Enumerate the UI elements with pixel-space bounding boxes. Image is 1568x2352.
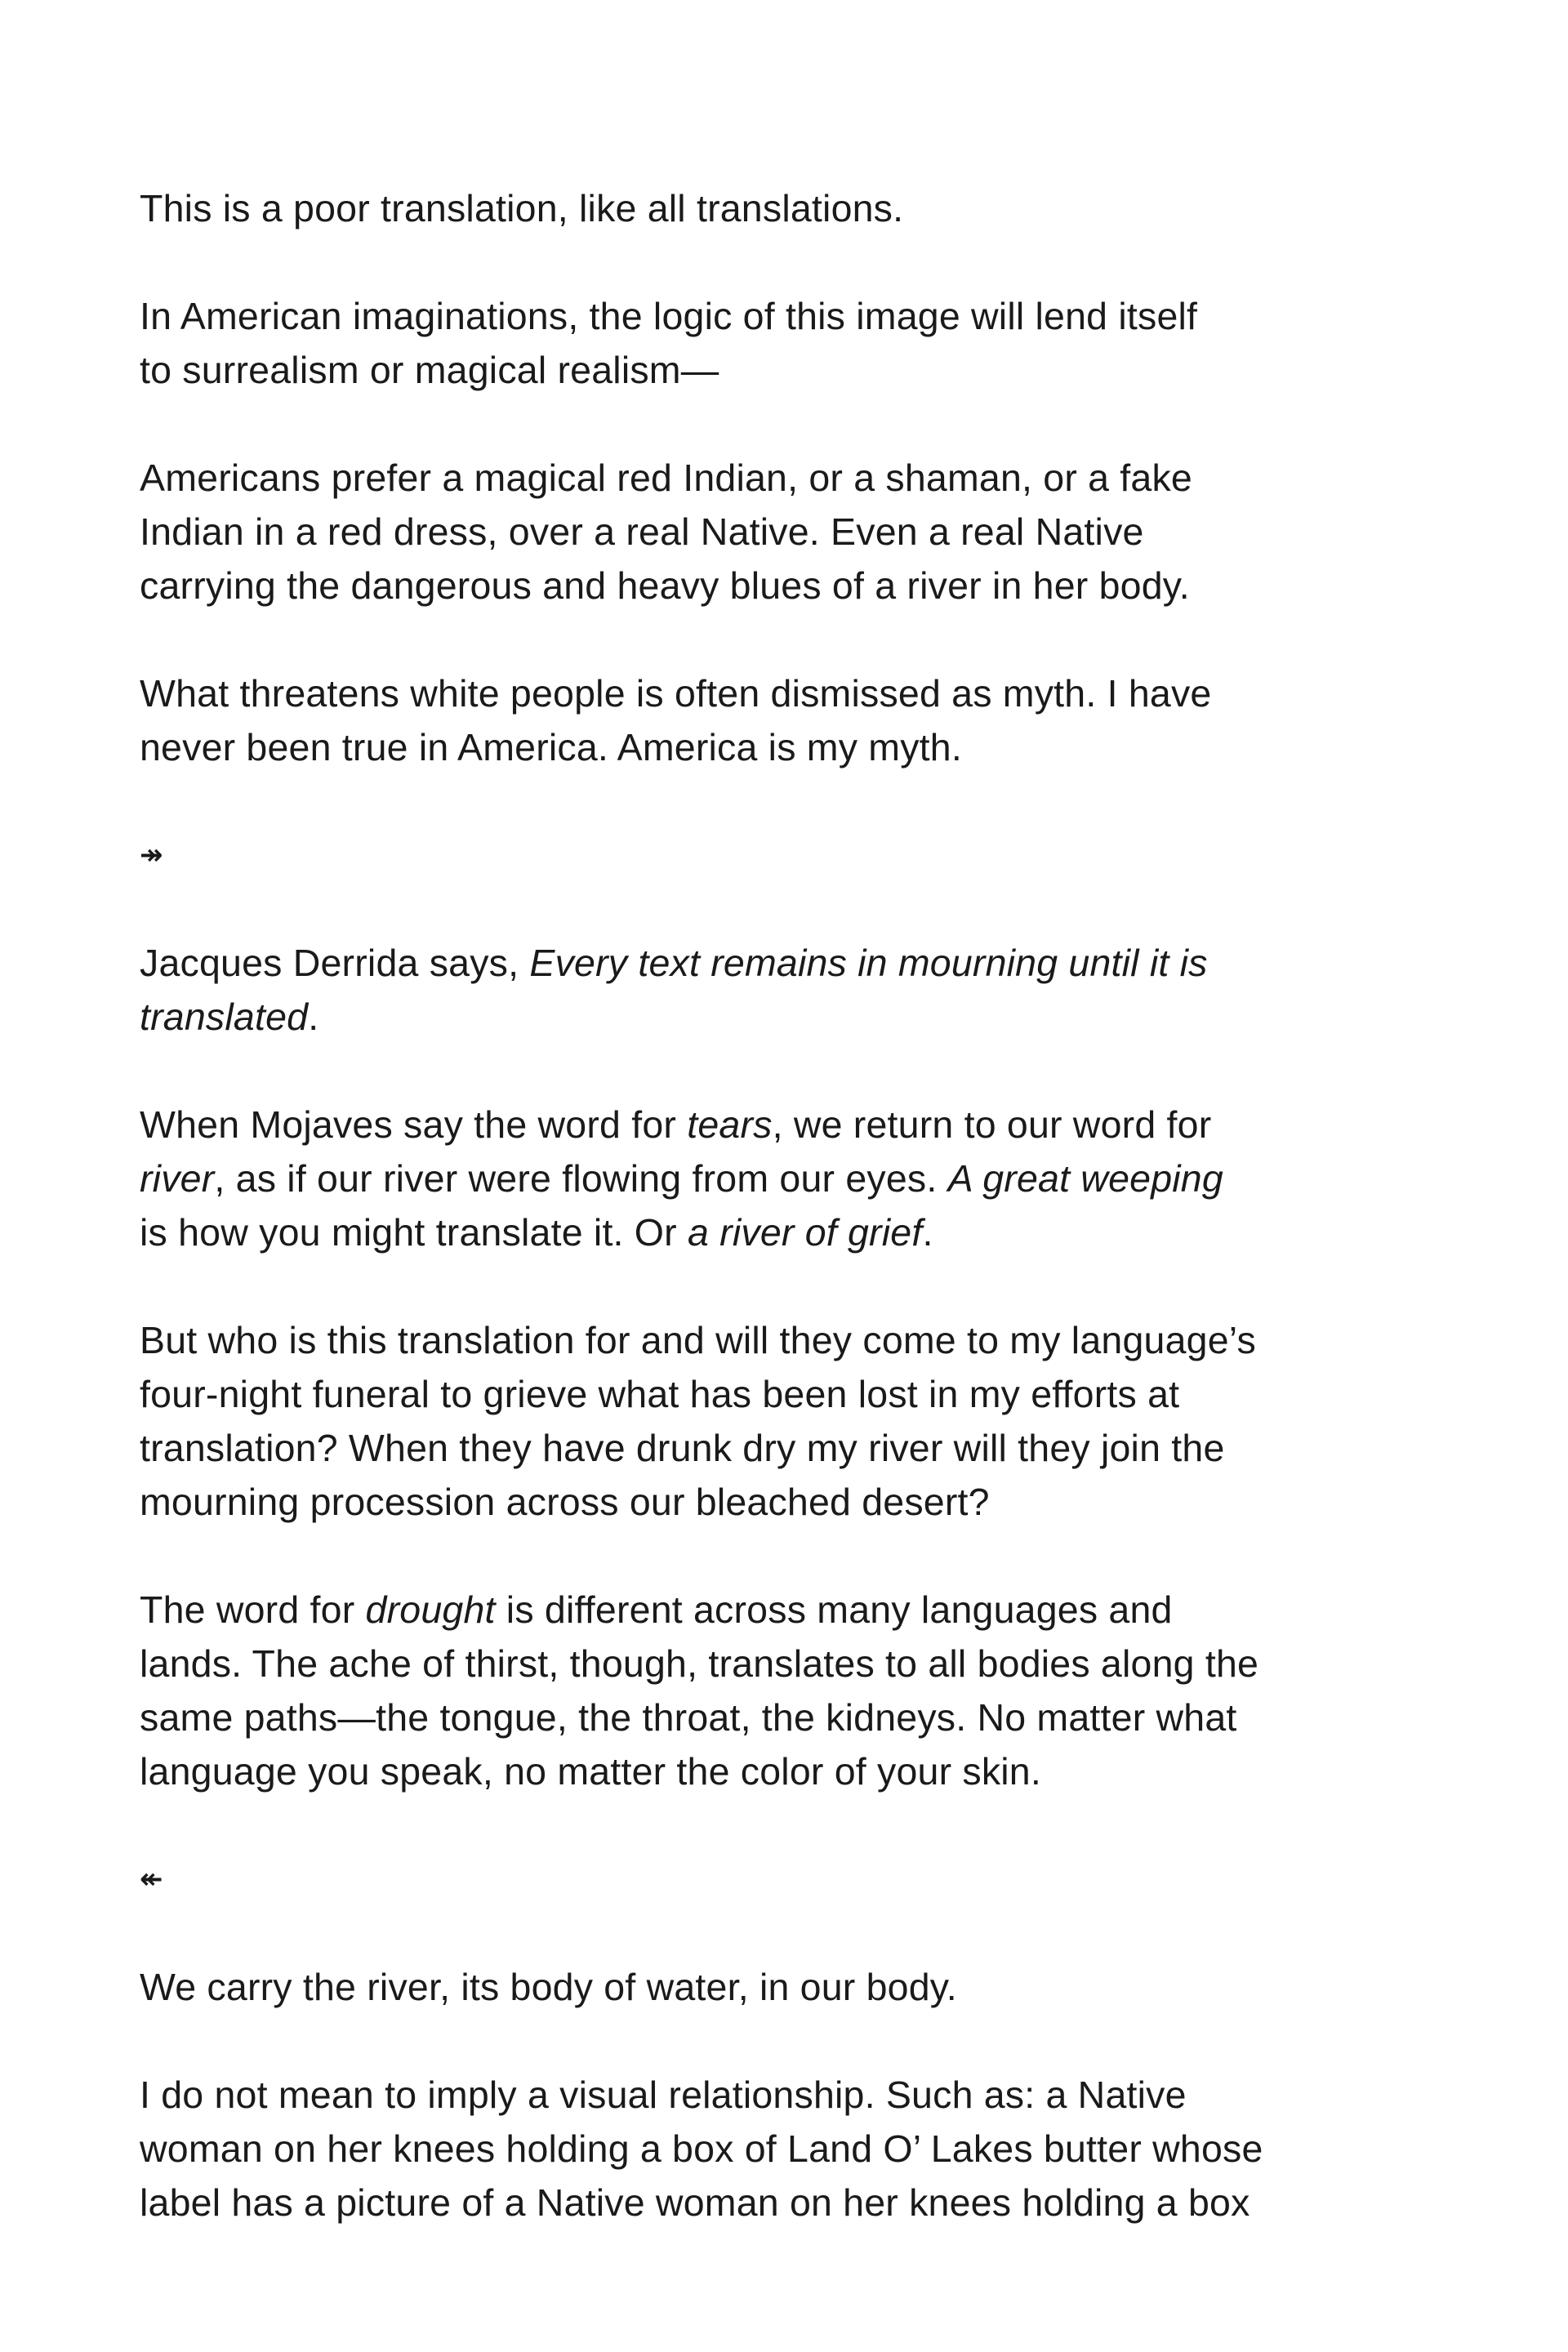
text-run: But who is this translation for and will they come to my language’s [140, 1319, 1256, 1361]
text-line [140, 1205, 1365, 1259]
text-line [140, 1583, 1365, 1637]
text-line [140, 720, 1365, 774]
text-line [140, 1960, 1365, 2014]
text-line [140, 343, 1365, 397]
text-line [140, 559, 1365, 612]
text-line [140, 505, 1365, 559]
text-run: When Mojaves say the word for [140, 1103, 688, 1146]
text-run: label has a picture of a Native woman on her knees holding a box [140, 2181, 1250, 2224]
italic-text: A great weeping [947, 1157, 1223, 1200]
text-run: carrying the dangerous and heavy blues of a river in her body. [140, 564, 1190, 607]
italic-text: Every text remains in mourning until it is [529, 942, 1208, 984]
text-run: We carry the river, its body of water, in our body. [140, 1966, 957, 2008]
text-line [140, 289, 1365, 343]
text-line [140, 1744, 1365, 1798]
section-divider-arrow-icon: ↠ [140, 840, 163, 871]
text-line [140, 936, 1365, 990]
paragraph-p4 [140, 666, 1365, 774]
text-line [140, 1152, 1365, 1205]
italic-text: translated [140, 996, 309, 1038]
poem-text-body [140, 181, 1365, 2283]
text-line [140, 1637, 1365, 1690]
section-divider-arrow-icon: ↞ [140, 1864, 163, 1895]
text-run: translation? When they have drunk dry my river will they join the [140, 1427, 1225, 1469]
text-run: , we return to our word for [772, 1103, 1212, 1146]
paragraph-p10 [140, 2068, 1365, 2230]
text-run: . [308, 996, 319, 1038]
text-run: In American imaginations, the logic of this image will lend itself [140, 295, 1198, 337]
text-run: four-night funeral to grieve what has been lost in my efforts at [140, 1373, 1180, 1415]
text-run: lands. The ache of thirst, though, translates to all bodies along the [140, 1642, 1259, 1685]
text-run: . [922, 1211, 933, 1254]
paragraph-p2 [140, 289, 1365, 397]
italic-text: river [140, 1157, 215, 1200]
text-line [140, 2122, 1365, 2176]
text-line [140, 1313, 1365, 1367]
text-line [140, 1367, 1365, 1421]
text-line [140, 1421, 1365, 1475]
text-line [140, 451, 1365, 505]
text-run: to surrealism or magical realism— [140, 349, 719, 391]
text-line [140, 2068, 1365, 2122]
text-run: I do not mean to imply a visual relationship. Such as: a Native [140, 2074, 1187, 2116]
paragraph-p5 [140, 936, 1365, 1044]
text-run: language you speak, no matter the color of your skin. [140, 1750, 1041, 1793]
paragraph-p9 [140, 1960, 1365, 2014]
text-run: same paths—the tongue, the throat, the kidneys. No matter what [140, 1696, 1237, 1739]
paragraph-p8 [140, 1583, 1365, 1798]
text-run: is how you might translate it. Or [140, 1211, 688, 1254]
text-line [140, 2176, 1365, 2230]
paragraph-p3 [140, 451, 1365, 612]
italic-text: a river of grief [687, 1211, 923, 1254]
text-run: mourning procession across our bleached desert? [140, 1481, 990, 1523]
text-line [140, 990, 1365, 1044]
text-run: This is a poor translation, like all translations. [140, 187, 904, 229]
text-run: Indian in a red dress, over a real Native. Even a real Native [140, 510, 1144, 553]
paragraph-p7 [140, 1313, 1365, 1529]
text-run: What threatens white people is often dismissed as myth. I have [140, 672, 1212, 715]
text-line [140, 1098, 1365, 1152]
paragraph-p1 [140, 181, 1365, 235]
text-run: never been true in America. America is my myth. [140, 726, 962, 768]
text-line [140, 666, 1365, 720]
text-run: Americans prefer a magical red Indian, or a shaman, or a fake [140, 457, 1192, 499]
paragraph-p6 [140, 1098, 1365, 1259]
italic-text: drought [365, 1588, 496, 1631]
text-line [140, 1690, 1365, 1744]
text-run: Jacques Derrida says, [140, 942, 530, 984]
italic-text: tears [687, 1103, 773, 1146]
text-line [140, 181, 1365, 235]
text-run: is different across many languages and [495, 1588, 1173, 1631]
text-line [140, 1475, 1365, 1529]
text-run: The word for [140, 1588, 366, 1631]
text-run: woman on her knees holding a box of Land O’ Lakes butter whose [140, 2127, 1263, 2170]
text-run: , as if our river were flowing from our eyes. [214, 1157, 948, 1200]
